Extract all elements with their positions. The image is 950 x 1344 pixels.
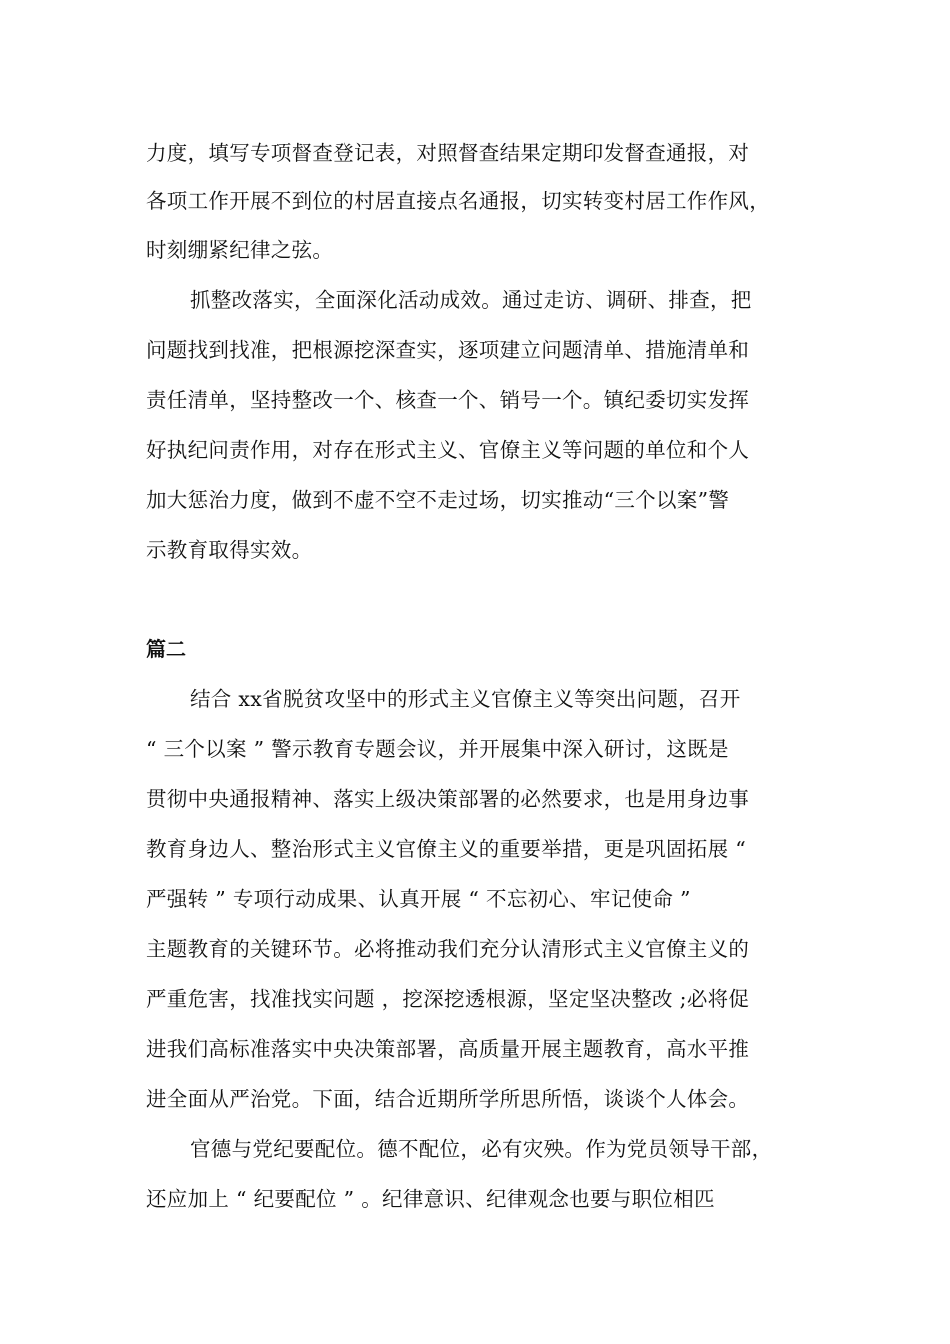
- paragraph-line: 还应加上 “ 纪要配位 ” 。纪律意识、纪律观念也要与职位相匹: [146, 1187, 715, 1211]
- paragraph-line: 结合 xx省脱贫攻坚中的形式主义官僚主义等突出问题，召开: [190, 687, 741, 711]
- paragraph-line: 示教育取得实效。: [146, 538, 313, 562]
- section-heading: 篇二: [146, 637, 186, 661]
- paragraph-line: 时刻绷紧纪律之弦。: [146, 238, 334, 262]
- paragraph-line: 进我们高标准落实中央决策部署，高质量开展主题教育，高水平推: [146, 1037, 750, 1061]
- paragraph-line: 教育身边人、整治形式主义官僚主义的重要举措，更是巩固拓展 “: [146, 837, 746, 861]
- paragraph-line: 严强转 ” 专项行动成果、认真开展 “ 不忘初心、牢记使命 ”: [146, 887, 691, 911]
- paragraph-line: 抓整改落实，全面深化活动成效。通过走访、调研、排查，把: [190, 288, 752, 312]
- paragraph-line: 责任清单，坚持整改一个、核查一个、销号一个。镇纪委切实发挥: [146, 388, 750, 412]
- paragraph-line: 进全面从严治党。下面，结合近期所学所思所悟，谈谈个人体会。: [146, 1087, 750, 1111]
- paragraph-line: 各项工作开展不到位的村居直接点名通报，切实转变村居工作作风，: [146, 189, 770, 213]
- paragraph-line: 主题教育的关键环节。必将推动我们充分认清形式主义官僚主义的: [146, 937, 750, 961]
- paragraph-line: 贯彻中央通报精神、落实上级决策部署的必然要求，也是用身边事: [146, 787, 750, 811]
- paragraph-line: 力度，填写专项督查登记表，对照督查结果定期印发督查通报，对: [146, 141, 750, 165]
- paragraph-line: 好执纪问责作用，对存在形式主义、官僚主义等问题的单位和个人: [146, 438, 750, 462]
- paragraph-line: “ 三个以案 ” 警示教育专题会议，并开展集中深入研讨，这既是: [146, 737, 729, 761]
- paragraph-line: 官德与党纪要配位。德不配位，必有灾殃。作为党员领导干部，: [190, 1137, 773, 1161]
- paragraph-line: 严重危害，找准找实问题 ，挖深挖透根源，坚定坚决整改 ;必将促: [146, 987, 750, 1011]
- paragraph-line: 问题找到找准，把根源挖深查实，逐项建立问题清单、措施清单和: [146, 338, 750, 362]
- paragraph-line: 加大惩治力度，做到不虚不空不走过场，切实推动“三个以案”警: [146, 488, 730, 512]
